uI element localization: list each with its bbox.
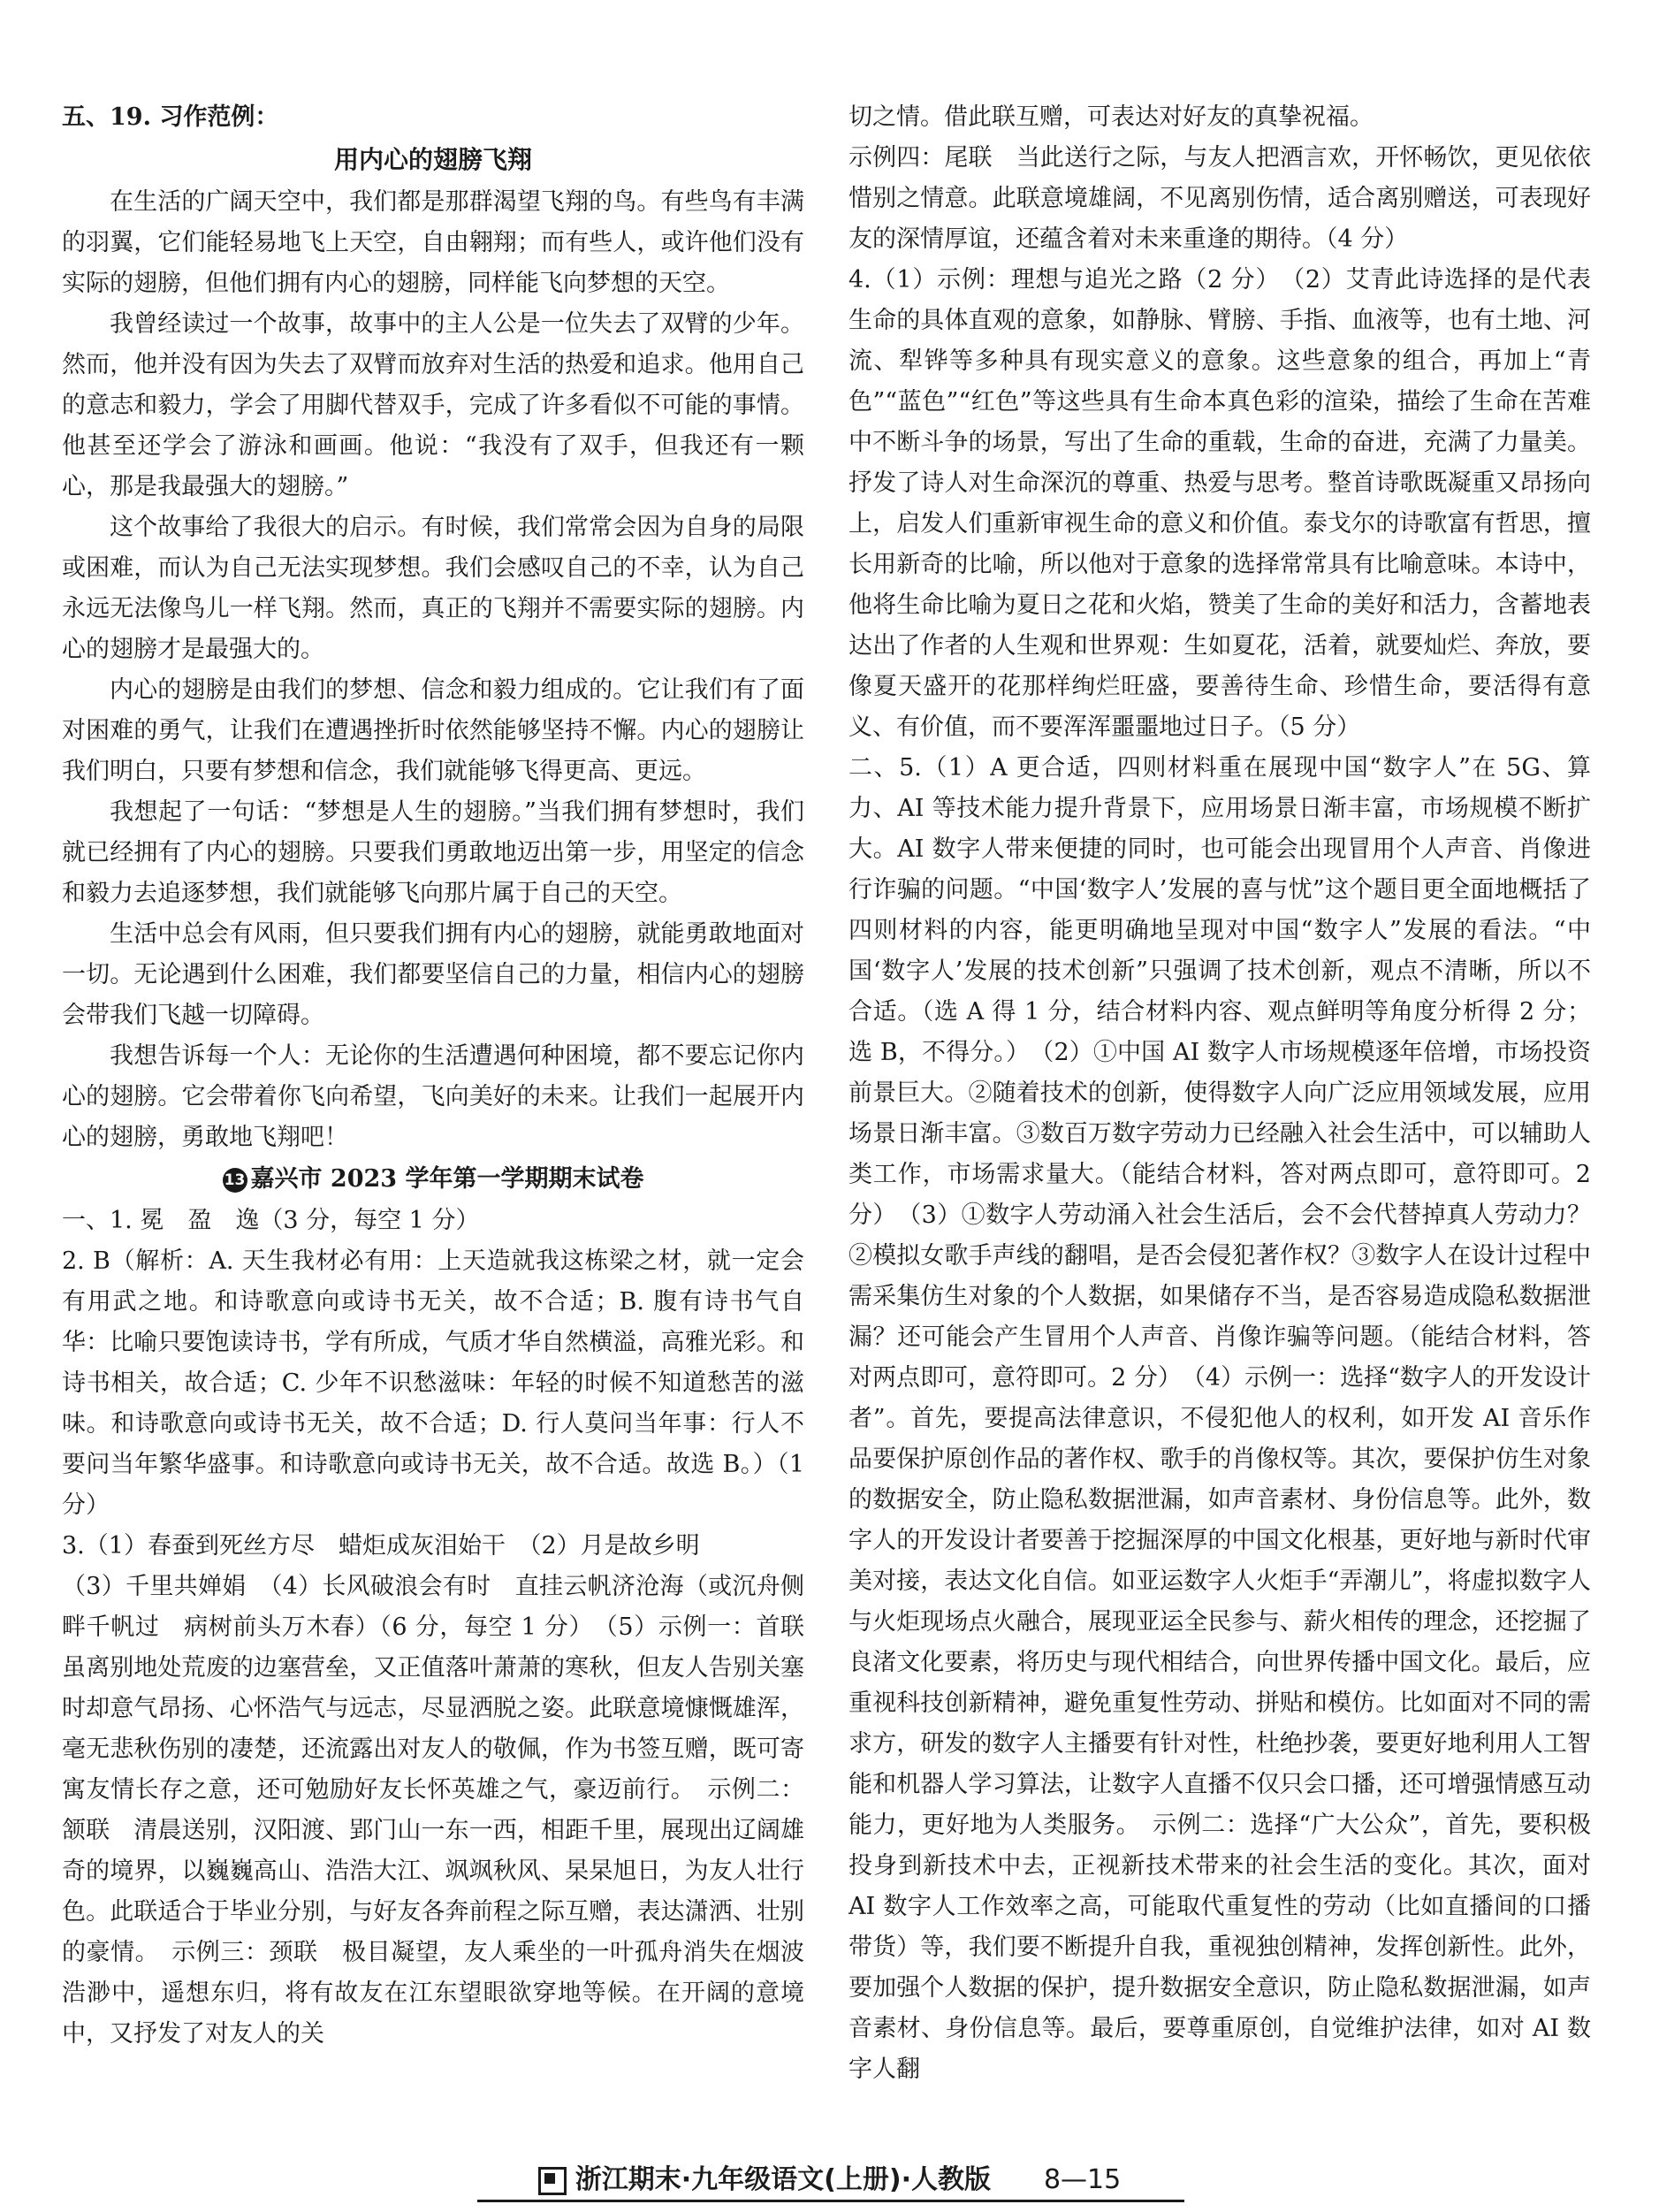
book-icon (538, 2167, 567, 2195)
page-number: 8—15 (1043, 2164, 1122, 2195)
exam-number-badge: 13 (223, 1168, 247, 1193)
essay-paragraph: 我曾经读过一个故事，故事中的主人公是一位失去了双臂的少年。然而，他并没有因为失去了双臂而放弃对生活的热爱和追求。他用自己的意志和毅力，学会了用脚代替双手，完成了许多看似不可能的事情。他甚至还学会了游泳和画画。他说：“我没有了双手，但我还有一颗心，那是我最强大的翅膀。” (62, 310, 804, 500)
page (62, 97, 1600, 2148)
exam-title: 嘉兴市 2023 学年第一学期期末试卷 (250, 1165, 644, 1193)
answer-line: 一、1. 冕 盈 逸（3 分，每空 1 分） (62, 1207, 480, 1234)
answer-line: 3.（1）春蚕到死丝方尽 蜡炬成灰泪始干 （2）月是故乡明 (62, 1532, 700, 1560)
footer-title: 浙江期末·九年级语文(上册)·人教版 (575, 2164, 991, 2195)
essay-paragraph: 这个故事给了我很大的启示。有时候，我们常常会因为自身的局限或困难，而认为自己无法实现梦想。我们会感叹自己的不幸，认为自己永远无法像鸟儿一样飞翔。然而，真正的飞翔并不需要实际的翅膀。内心的翅膀才是最强大的。 (62, 514, 804, 663)
essay-paragraph: 内心的翅膀是由我们的梦想、信念和毅力组成的。它让我们有了面对困难的勇气，让我们在遭遇挫折时依然能够坚持不懈。内心的翅膀让我们明白，只要有梦想和信念，我们就能够飞得更高、更远。 (62, 676, 804, 785)
footer-divider (477, 2200, 1184, 2202)
essay-title: 用内心的翅膀飞翔 (333, 145, 532, 174)
essay-paragraph: 我想告诉每一个人：无论你的生活遭遇何种困境，都不要忘记你内心的翅膀。它会带着你飞向希望，飞向美好的未来。让我们一起展开内心的翅膀，勇敢地飞翔吧！ (62, 1042, 804, 1151)
answer-paragraph: 示例四：尾联 当此送行之际，与友人把酒言欢，开怀畅饮，更见依依惜别之情意。此联意境雄阔，不见离别伤情，适合离别赠送，可表现好友的深情厚谊，还蕴含着对未来重逢的期待。（4 分） (849, 144, 1591, 253)
right-column (849, 97, 1591, 2148)
exam-title-row (62, 1158, 804, 1201)
page-footer (0, 2157, 1659, 2196)
answer-paragraph: 二、5.（1）A 更合适，四则材料重在展现中国“数字人”在 5G、算力、AI 等技术能力提升背景下，应用场景日渐丰富，市场规模不断扩大。AI 数字人带来便捷的同时，也可能会出现冒用个人声音、肖像进行诈骗的问题。“中国‘数字人’发展的喜与忧”这个题目更全面地概括了四则材料的内容，能更明确地呈现对中国“数字人”发展的看法。“中国‘数字人’发展的技术创新”只强调了技术创新，观点不清晰，所以不合适。（选 A 得 1 分，结合材料内容、观点鲜明等角度分析得 2 分；选 B，不得分。） （2）①中国 AI 数字人市场规模逐年倍增，市场投资前景巨大。②随着技术的创新，使得数字人向广泛应用领域发展，应用场景日渐丰富。③数百万数字劳动力已经融入社会生活中，可以辅助人类工作，市场需求量大。（能结合材料，答对两点即可，意符即可。2 分） （3）①数字人劳动涌入社会生活后，会不会代替掉真人劳动力？②模拟女歌手声线的翻唱，是否会侵犯著作权？③数字人在设计过程中需采集仿生对象的个人数据，如果储存不当，是否容易造成隐私数据泄漏？还可能会产生冒用个人声音、肖像诈骗等问题。（能结合材料，答对两点即可，意符即可。2 分） （4）示例一：选择“数字人的开发设计者”。首先，要提高法律意识，不侵犯他人的权利，如开发 AI 音乐作品要保护原创作品的著作权、歌手的肖像权等。其次，要保护仿生对象的数据安全，防止隐私数据泄漏，如声音素材、身份信息等。此外，数字人的开发设计者要善于挖掘深厚的中国文化根基，更好地与新时代审美对接，表达文化自信。如亚运数字人火炬手“弄潮儿”，将虚拟数字人与火炬现场点火融合，展现亚运全民参与、薪火相传的理念，还挖掘了良渚文化要素，将历史与现代相结合，向世界传播中国文化。最后，应重视科技创新精神，避免重复性劳动、拼贴和模仿。比如面对不同的需求方，研发的数字人主播要有针对性，杜绝抄袭，要更好地利用人工智能和机器人学习算法，让数字人直播不仅只会口播，还可增强情感互动能力，更好地为人类服务。 示例二：选择“广大公众”，首先，要积极投身到新技术中去，正视新技术带来的社会生活的变化。其次，面对 AI 数字人工作效率之高，可能取代重复性的劳动（比如直播间的口播带货）等，我们要不断提升自我，重视独创精神，发挥创新性。此外，要加强个人数据的保护，提升数据安全意识，防止隐私数据泄漏，如声音素材、身份信息等。最后，要尊重原创，自觉维护法律，如对 AI 数字人翻 (849, 754, 1591, 2083)
answer-line: 2. B（解析：A. 天生我材必有用：上天造就我这栋梁之材，就一定会有用武之地。和诗歌意向或诗书无关，故不合适；B. 腹有诗书气自华：比喻只要饱读诗书，学有所成，气质才华自然横溢，高雅光彩。和诗书相关，故合适；C. 少年不识愁滋味：年轻的时候不知道愁苦的滋味。和诗歌意向或诗书无关，故不合适；D. 行人莫问当年事：行人不要问当年繁华盛事。和诗歌意向或诗书无关，故不合适。故选 B。）（1 分） (62, 1247, 804, 1519)
essay-paragraph: 在生活的广阔天空中，我们都是那群渴望飞翔的鸟。有些鸟有丰满的羽翼，它们能轻易地飞上天空，自由翱翔；而有些人，或许他们没有实际的翅膀，但他们拥有内心的翅膀，同样能飞向梦想的天空。 (62, 188, 804, 297)
essay-paragraph: 我想起了一句话：“梦想是人生的翅膀。”当我们拥有梦想时，我们就已经拥有了内心的翅膀。只要我们勇敢地迈出第一步，用坚定的信念和毅力去追逐梦想，我们就能够飞向那片属于自己的天空。 (62, 798, 804, 907)
section-label: 五、19. 习作范例： (62, 103, 279, 131)
essay-paragraph: 生活中总会有风雨，但只要我们拥有内心的翅膀，就能勇敢地面对一切。无论遇到什么困难，我们都要坚信自己的力量，相信内心的翅膀会带我们飞越一切障碍。 (62, 920, 804, 1029)
answer-paragraph: 4.（1）示例：理想与追光之路（2 分） （2）艾青此诗选择的是代表生命的具体直观的意象，如静脉、臂膀、手指、血液等，也有土地、河流、犁铧等多种具有现实意义的意象。这些意象的组合，再加上“青色”“蓝色”“红色”等这些具有生命本真色彩的渲染，描绘了生命在苦难中不断斗争的场景，写出了生命的重载，生命的奋进，充满了力量美。抒发了诗人对生命深沉的尊重、热爱与思考。整首诗歌既凝重又昂扬向上，启发人们重新审视生命的意义和价值。泰戈尔的诗歌富有哲思，擅长用新奇的比喻，所以他对于意象的选择常常具有比喻意味。本诗中，他将生命比喻为夏日之花和火焰，赞美了生命的美好和活力，含蓄地表达出了作者的人生观和世界观：生如夏花，活着，就要灿烂、奔放，要像夏天盛开的花那样绚烂旺盛，要善待生命、珍惜生命，要活得有意义、有价值，而不要浑浑噩噩地过日子。（5 分） (849, 266, 1591, 741)
answer-line: （3）千里共婵娟 （4）长风破浪会有时 直挂云帆济沧海（或沉舟侧畔千帆过 病树前头万木春）（6 分，每空 1 分） （5）示例一：首联 虽离别地处荒废的边塞营垒，又正值落叶萧萧的寒秋，但友人告别关塞时却意气昂扬、心怀浩气与远志，尽显洒脱之姿。此联意境慷慨雄浑，毫无悲秋伤别的凄楚，还流露出对友人的敬佩，作为书签互赠，既可寄寓友情长存之意，还可勉励好友长怀英雄之气，豪迈前行。 示例二：颔联 清晨送别，汉阳渡、郢门山一东一西，相距千里，展现出辽阔雄奇的境界，以巍巍高山、浩浩大江、飒飒秋风、杲杲旭日，为友人壮行色。此联适合于毕业分别，与好友各奔前程之际互赠，表达潇洒、壮别的豪情。 示例三：颈联 极目凝望，友人乘坐的一叶孤舟消失在烟波浩渺中，遥想东归，将有故友在江东望眼欲穿地等候。在开阔的意境中，又抒发了对友人的关 (62, 1573, 828, 2048)
left-column (62, 97, 828, 2148)
answer-paragraph: 切之情。借此联互赠，可表达对好友的真挚祝福。 (849, 103, 1374, 131)
